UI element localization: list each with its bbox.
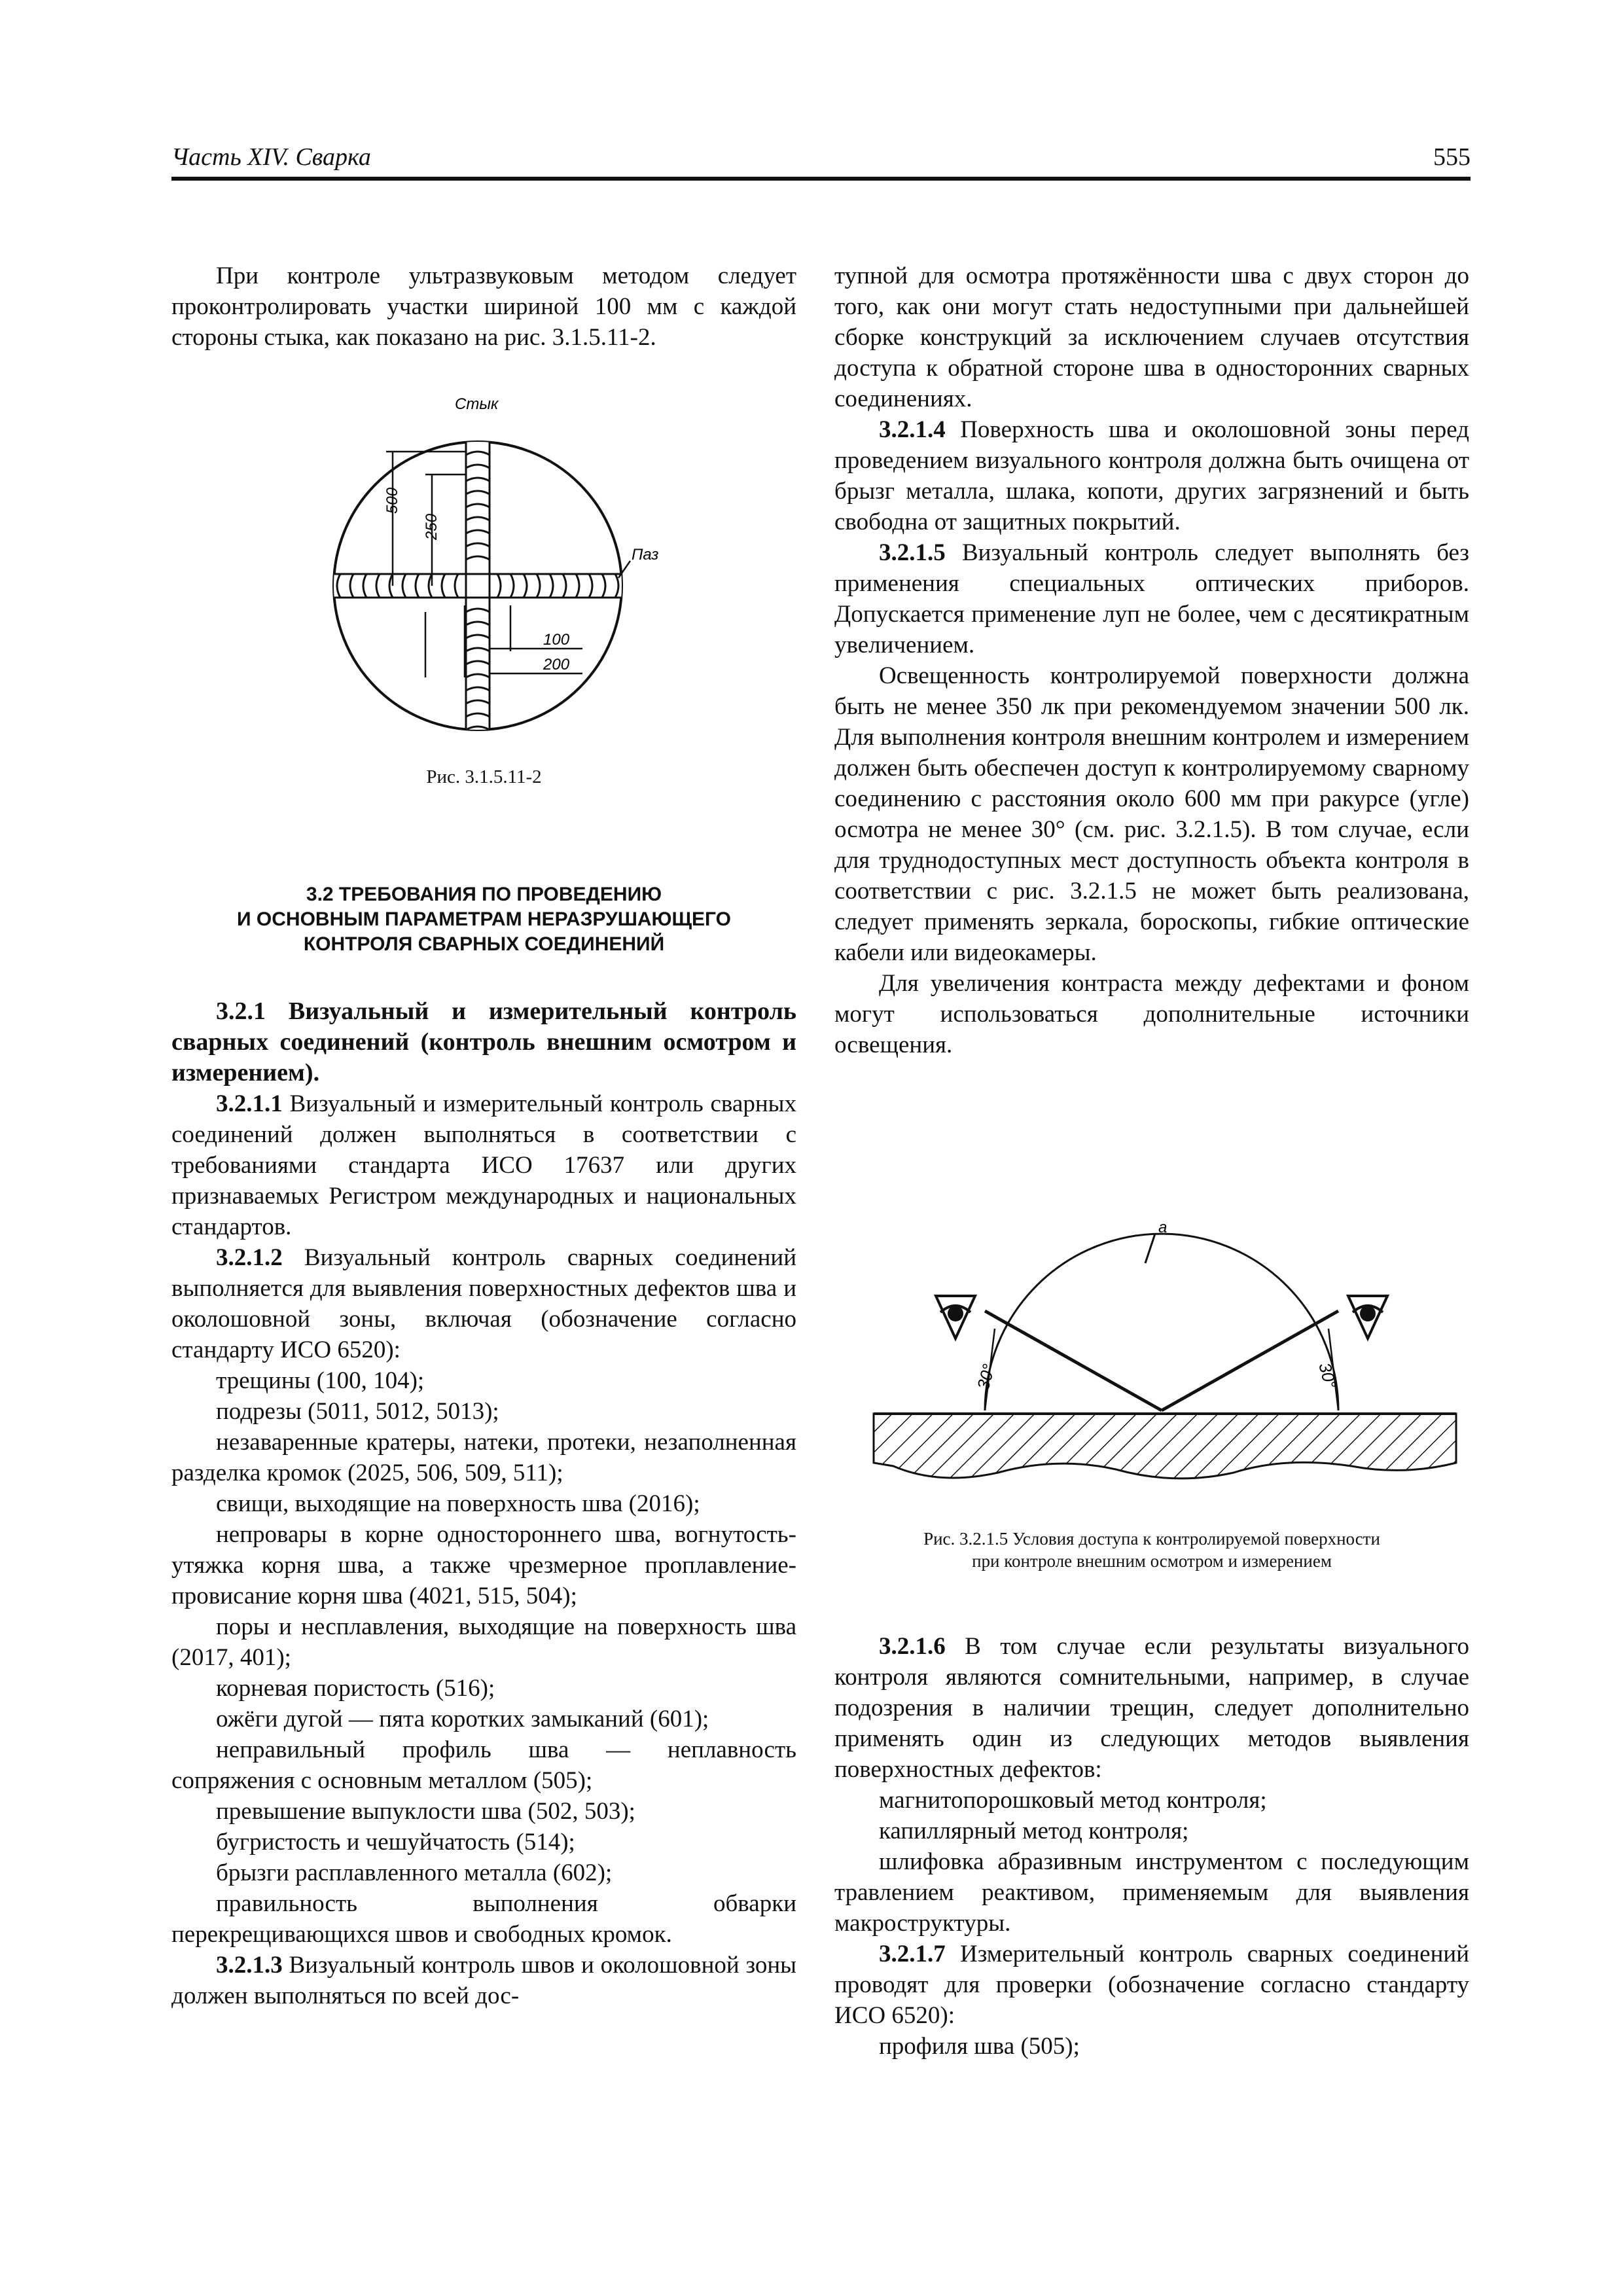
- list-item: шлифовка абразивным инструментом с последующим травлением реактивом, применяемым для выявления макроструктуры.: [834, 1848, 1469, 1937]
- dim-100-label: 100: [543, 631, 570, 649]
- paragraph-3-2-1-7: [834, 1939, 1469, 2031]
- figure-weld-cross: [321, 389, 687, 762]
- running-title: Часть XIV. Сварка: [171, 143, 371, 171]
- paragraph-ultrasonic: При контроле ультразвуковым методом следует проконтролировать участки шириной 100 мм с каждой стороны стыка, как показано на рис. 3.1.5.11-2.: [171, 262, 796, 351]
- num-3-2-1-4: 3.2.1.4: [879, 416, 946, 443]
- paragraph-3-2-1-3: [171, 1950, 796, 2011]
- num-3-2-1-3: 3.2.1.3: [216, 1952, 283, 1979]
- num-3-2-1-5: 3.2.1.5: [879, 539, 946, 566]
- paragraph-3-2-1-4: [834, 414, 1469, 537]
- left-column-main: [171, 996, 796, 2011]
- paragraph-contrast: Для увеличения контраста между дефектами и фоном могут использоваться дополнительные источники освещения.: [834, 970, 1469, 1058]
- label-a: a: [1158, 1219, 1168, 1236]
- num-3-2-1-6: 3.2.1.6: [879, 1633, 946, 1660]
- figure2-caption-line1: Рис. 3.2.1.5 Условия доступа к контролируемой поверхности: [923, 1529, 1380, 1549]
- list-item: поры и несплавления, выходящие на поверхность шва (2017, 401);: [171, 1613, 796, 1671]
- figure1-caption: Рис. 3.1.5.11-2: [426, 766, 542, 787]
- label-stык: Стык: [455, 395, 499, 413]
- list-item: свищи, выходящие на поверхность шва (2016);: [216, 1490, 700, 1517]
- right-column-bottom: [834, 1631, 1469, 2062]
- page-header: [171, 143, 1471, 182]
- text-3-2-1-5: Визуальный контроль следует выполнять без применения специальных оптических приборов. Допускается применение луп не более, чем с десятикратным увеличением.: [834, 539, 1469, 658]
- left-eye-icon: [936, 1296, 975, 1338]
- right-eye-icon: [1348, 1296, 1387, 1338]
- section-title-line2: И ОСНОВНЫМ ПАРАМЕТРАМ НЕРАЗРУШАЮЩЕГО: [237, 908, 731, 930]
- weld-cross-diagram: [321, 389, 687, 762]
- text-3-2-1-2: Визуальный контроль сварных соединений выполняется для выявления поверхностных дефектов шва и околошовной зоны, включая (обозначение согласно стандарту ИСО 6520):: [171, 1244, 796, 1363]
- list-item: профиля шва (505);: [879, 2033, 1080, 2060]
- section-title-line3: КОНТРОЛЯ СВАРНЫХ СОЕДИНЕНИЙ: [303, 933, 665, 955]
- paragraph-3-2-1-2: [171, 1242, 796, 1365]
- left-column-top: [171, 260, 796, 353]
- text-3-2-1-3: Визуальный контроль швов и околошовной зоны должен выполняться по всей дос-: [171, 1952, 796, 2009]
- label-paz: Паз: [632, 546, 659, 564]
- list-item: корневая пористость (516);: [216, 1675, 495, 1702]
- access-conditions-diagram: [867, 1214, 1469, 1528]
- figure2-caption: [834, 1528, 1469, 1572]
- paragraph-3-2-1-1: [171, 1088, 796, 1242]
- num-3-2-1-1: 3.2.1.1: [216, 1090, 283, 1117]
- figure-access-conditions: [867, 1214, 1469, 1528]
- paragraph-illumination: Освещенность контролируемой поверхности должна быть не менее 350 лк при рекомендуемом значении 500 лк. Для выполнения контроля внешним контролем и измерением должен быть обеспечен доступ к контролируемому сварному соединению с расстояния около 600 мм при ракурсе (угле) осмотра не менее 30° (см. рис. 3.2.1.5). В том случае, если для труднодоступных мест доступность объекта контроля в соответствии с рис. 3.2.1.5 не может быть реализована, следует применять зеркала, бороскопы, гибкие оптические кабели или видеокамеры.: [834, 662, 1469, 966]
- text-3-2-1-4: Поверхность шва и околошовной зоны перед проведением визуального контроля должна быть очищена от брызг металла, шлака, копоти, других загрязнений и быть свободна от защитных покрытий.: [834, 416, 1469, 535]
- list-item: магнитопорошковый метод контроля;: [879, 1787, 1267, 1814]
- num-3-2-1-7: 3.2.1.7: [879, 1941, 946, 1967]
- text-3-2-1-7: Измерительный контроль сварных соединений проводят для проверки (обозначение согласно стандарту ИСО 6520):: [834, 1941, 1469, 2029]
- section-title: [171, 882, 796, 957]
- angle-right-label: 30°: [1315, 1360, 1341, 1391]
- list-item: брызги расплавленного металла (602);: [216, 1859, 613, 1886]
- angle-left-label: 30°: [972, 1361, 999, 1392]
- paragraph-continued: тупной для осмотра протяжённости шва с двух сторон до того, как они могут стать недоступными при дальнейшей сборке конструкций за исключением случаев отсутствия доступа к обратной стороне шва в односторонних сварных соединениях.: [834, 262, 1469, 412]
- paragraph-3-2-1-5: [834, 537, 1469, 660]
- heading-3-2-1: 3.2.1 Визуальный и измерительный контроль сварных соединений (контроль внешним осмотром и измерением).: [171, 997, 796, 1086]
- list-item: правильность выполнения обварки перекрещивающихся швов и свободных кромок.: [171, 1890, 796, 1948]
- list-item: бугристость и чешуйчатость (514);: [216, 1829, 575, 1856]
- right-column-top: [834, 260, 1469, 1060]
- list-item: превышение выпуклости шва (502, 503);: [216, 1798, 635, 1825]
- section-title-line1: 3.2 ТРЕБОВАНИЯ ПО ПРОВЕДЕНИЮ: [306, 884, 662, 905]
- list-item: капиллярный метод контроля;: [879, 1818, 1189, 1844]
- num-3-2-1-2: 3.2.1.2: [216, 1244, 283, 1271]
- list-item: неправильный профиль шва — неплавность сопряжения с основным металлом (505);: [171, 1736, 796, 1794]
- list-item: незаваренные кратеры, натеки, протеки, незаполненная разделка кромок (2025, 506, 509, 511);: [171, 1429, 796, 1486]
- header-rule: [171, 177, 1471, 181]
- list-item: подрезы (5011, 5012, 5013);: [216, 1398, 499, 1425]
- dim-500-label: 500: [383, 487, 401, 514]
- page-number: 555: [1433, 143, 1471, 171]
- list-item: непровары в корне одностороннего шва, вогнутость-утяжка корня шва, а также чрезмерное проплавление-провисание корня шва (4021, 515, 504);: [171, 1521, 796, 1609]
- text-3-2-1-1: Визуальный и измерительный контроль сварных соединений должен выполняться в соответствии с требованиями стандарта ИСО 17637 или других признаваемых Регистром международных и национальных стандартов.: [171, 1090, 796, 1240]
- list-item: ожёги дугой — пята коротких замыканий (601);: [216, 1706, 709, 1732]
- figure2-caption-line2: при контроле внешним осмотром и измерением: [972, 1551, 1332, 1571]
- text-3-2-1-6: В том случае если результаты визуального контроля являются сомнительными, например, в случае подозрения в наличии трещин, следует дополнительно применять один из следующих методов выявления поверхностных дефектов:: [834, 1633, 1469, 1783]
- list-item: трещины (100, 104);: [216, 1367, 425, 1394]
- dim-250-label: 250: [423, 513, 440, 540]
- paragraph-3-2-1-6: [834, 1631, 1469, 1785]
- dim-200-label: 200: [543, 656, 570, 673]
